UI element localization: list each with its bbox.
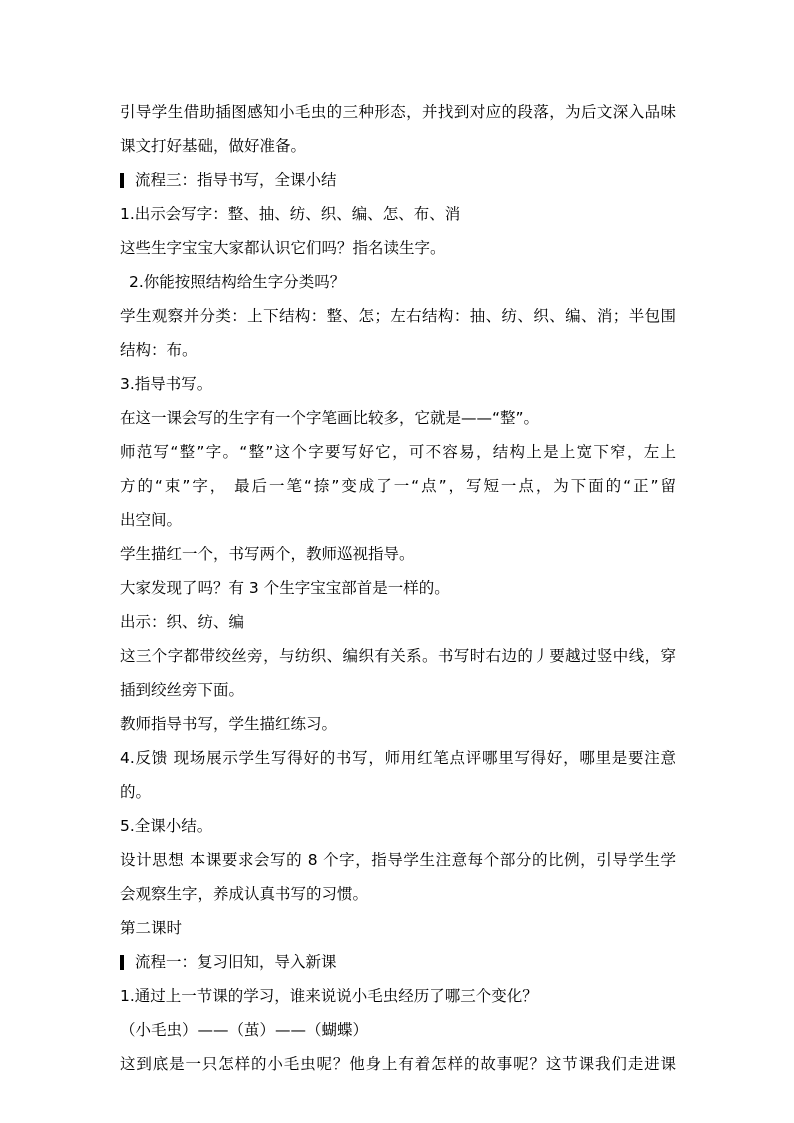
paragraph-line: 引导学生借助插图感知小毛虫的三种形态，并找到对应的段落，为后文深入品味 — [120, 103, 676, 121]
paragraph-line: 学生描红一个，书写两个，教师巡视指导。 — [120, 545, 415, 563]
paragraph-line: 出空间。 — [120, 511, 183, 529]
paragraph-line: 这些生字宝宝大家都认识它们吗？指名读生字。 — [120, 239, 446, 257]
paragraph-line: 师范写“整”字。“整”这个字要写好它，可不容易，结构上是上宽下窄，左上 — [120, 443, 676, 461]
paragraph-line: 这三个字都带绞丝旁，与纺织、编织有关系。书写时右边的丿要越过竖中线，穿 — [120, 647, 676, 665]
paragraph-line: 大家发现了吗？有 3 个生字宝宝部首是一样的。 — [120, 579, 450, 597]
paragraph-line: 插到绞丝旁下面。 — [120, 681, 245, 699]
paragraph-line: 会观察生字，养成认真书写的习惯。 — [120, 885, 369, 903]
paragraph-line: 的。 — [120, 783, 152, 801]
section-heading-text: 流程三：指导书写，全课小结 — [135, 171, 337, 189]
section-heading — [120, 945, 676, 979]
section-heading-text: 流程一：复习旧知，导入新课 — [135, 953, 337, 971]
paragraph-line: 3.指导书写。 — [120, 375, 213, 393]
paragraph-line: 方的“束”字， 最后一笔“捺”变成了一“点”，写短一点，为下面的“正”留 — [120, 477, 676, 495]
paragraph-line: 5.全课小结。 — [120, 817, 213, 835]
paragraph-line: 在这一课会写的生字有一个字笔画比较多，它就是——“整”。 — [120, 409, 540, 427]
paragraph-line: 教师指导书写，学生描红练习。 — [120, 715, 338, 733]
paragraph-line: 1.通过上一节课的学习，谁来说说小毛虫经历了哪三个变化？ — [120, 987, 538, 1005]
paragraph-line: 设计思想 本课要求会写的 8 个字，指导学生注意每个部分的比例，引导学生学 — [120, 851, 676, 869]
paragraph-line: 课文打好基础，做好准备。 — [120, 137, 307, 155]
paragraph-line: 1.出示会写字：整、抽、纺、织、编、怎、布、消 — [120, 205, 461, 223]
heading-bar-icon — [120, 173, 124, 188]
paragraph-line: 结构：布。 — [120, 341, 198, 359]
paragraph-line: （小毛虫）——（茧）——（蝴蝶） — [120, 1021, 369, 1039]
heading-bar-icon — [120, 955, 124, 970]
paragraph-line: 学生观察并分类：上下结构：整、怎；左右结构：抽、纺、织、编、消；半包围 — [120, 307, 676, 325]
paragraph-line: 第二课时 — [120, 919, 183, 937]
paragraph-line: 出示：织、纺、编 — [120, 613, 245, 631]
section-heading — [120, 163, 676, 197]
paragraph-line: 4.反馈 现场展示学生写得好的书写，师用红笔点评哪里写得好，哪里是要注意 — [120, 749, 676, 767]
paragraph-line: 这到底是一只怎样的小毛虫呢？他身上有着怎样的故事呢？这节课我们走进课 — [120, 1055, 676, 1073]
paragraph-line: 2.你能按照结构给生字分类吗？ — [129, 273, 346, 291]
document-body — [120, 95, 676, 1081]
